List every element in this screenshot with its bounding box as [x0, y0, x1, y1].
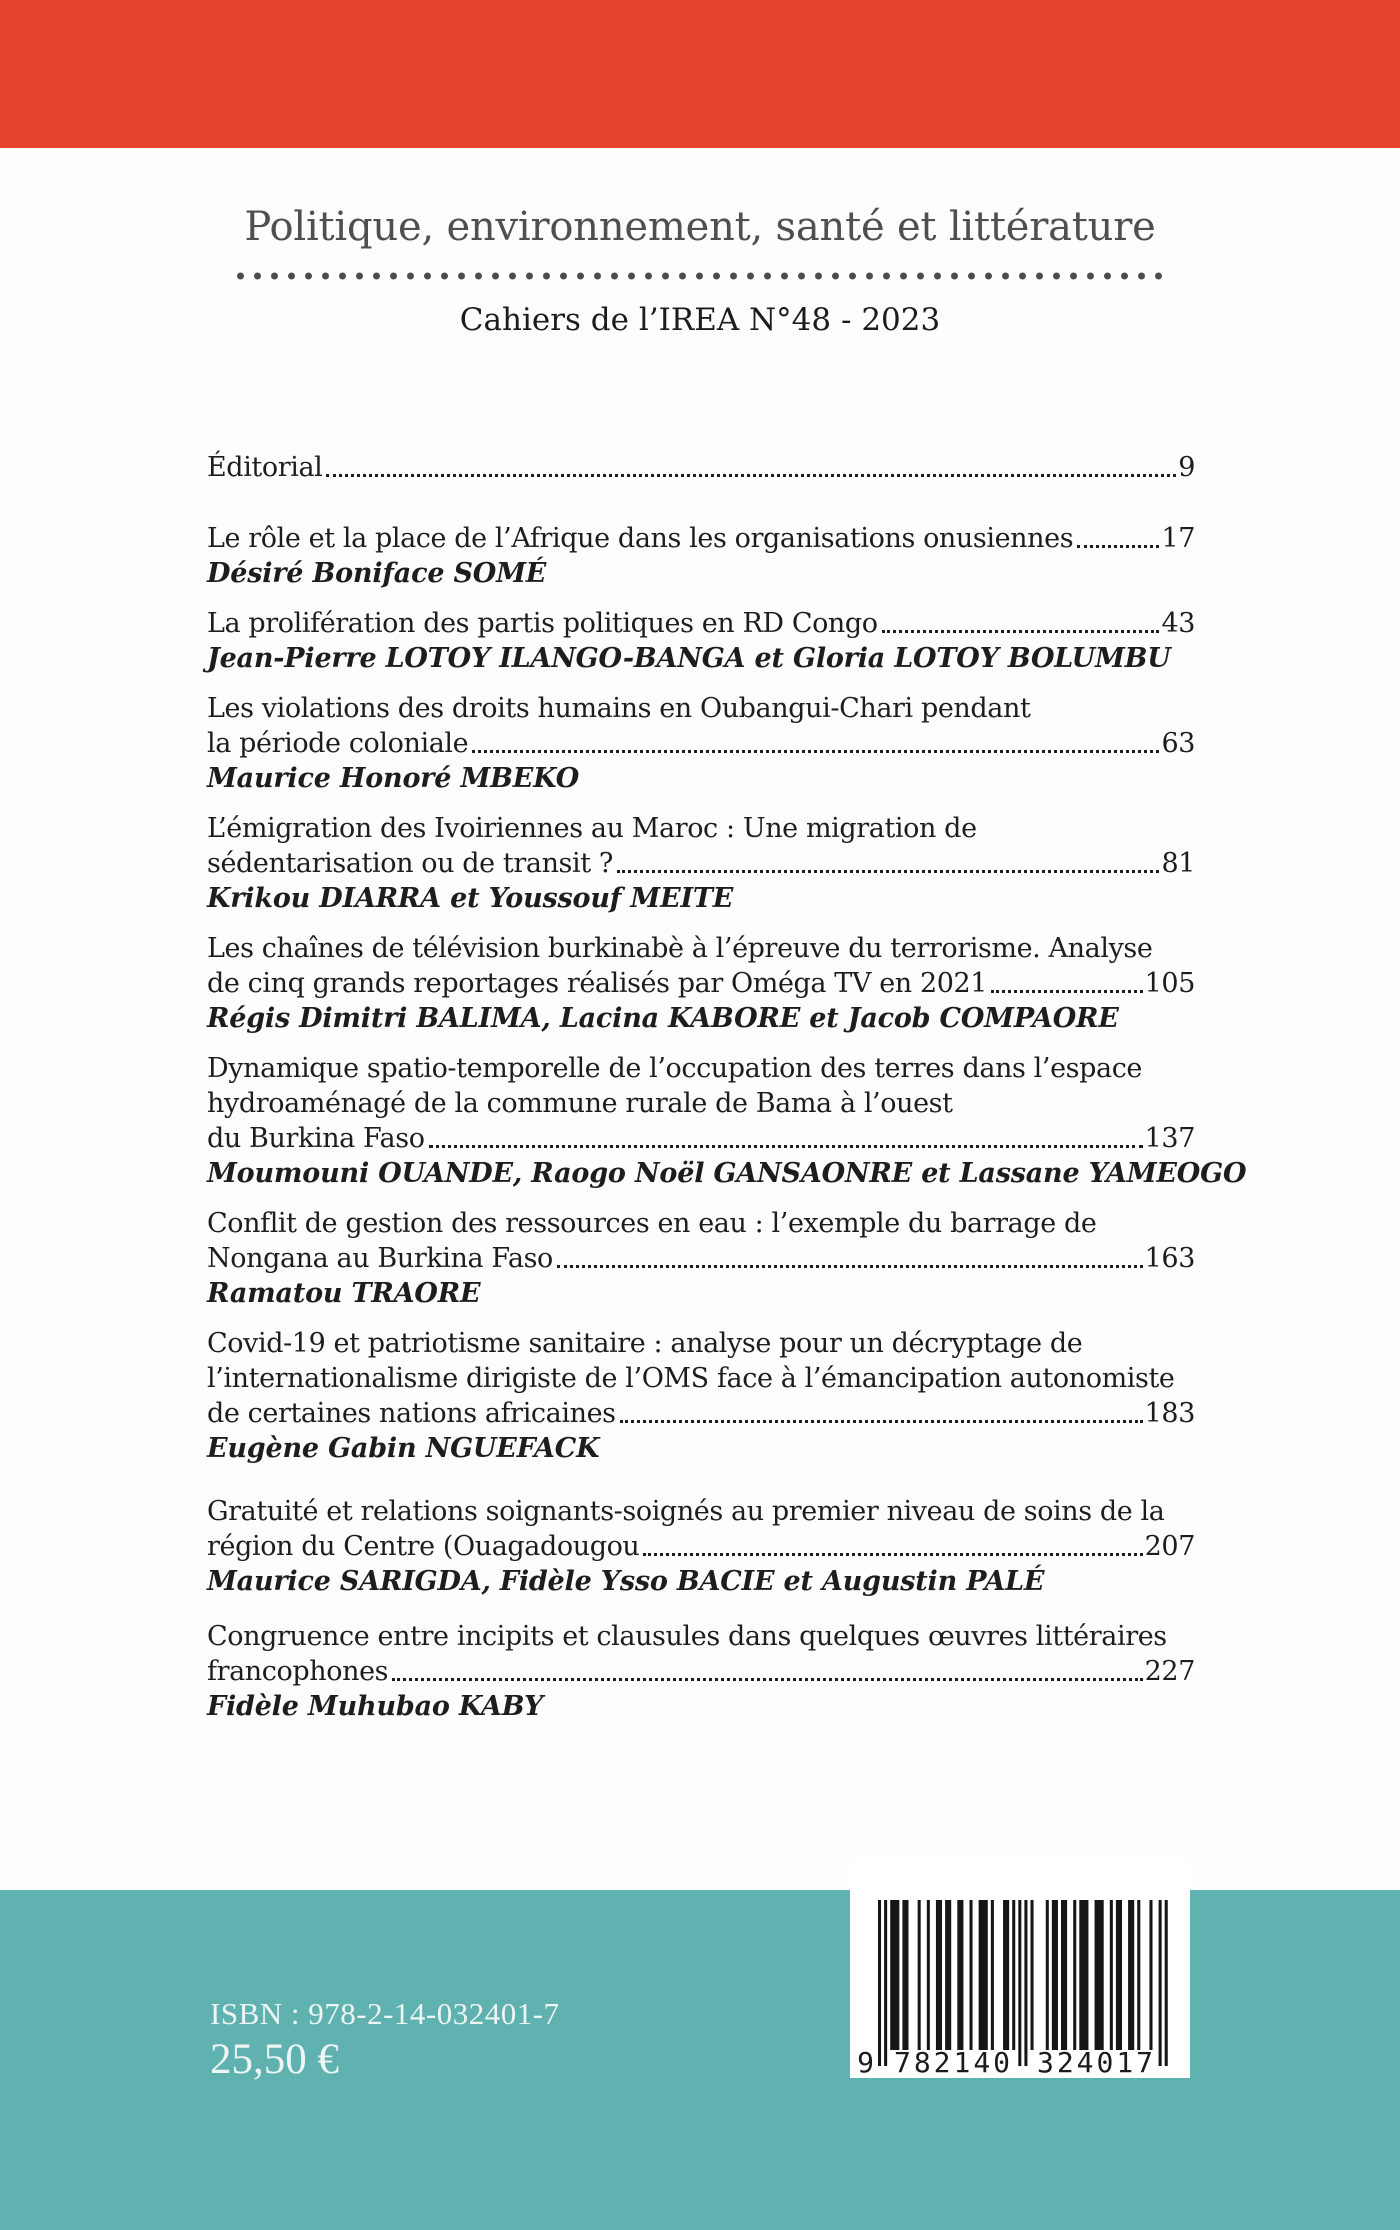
toc-title-text: francophones: [207, 1656, 389, 1687]
toc-title-line: [207, 606, 1195, 641]
toc-title-text: Le rôle et la place de l’Afrique dans les organisations onusiennes: [207, 523, 1074, 554]
toc-leader-dots: [1077, 545, 1159, 548]
toc-title-text: Éditorial: [207, 452, 323, 483]
collection-title: Politique, environnement, santé et littérature: [244, 204, 1156, 250]
toc-page-number: 105: [1144, 968, 1195, 999]
toc-authors: Ramatou TRAORE: [207, 1278, 481, 1309]
toc-title-line: [207, 1654, 1195, 1689]
barcode-bars: [878, 1900, 1168, 2066]
toc-page-number: 137: [1144, 1123, 1195, 1154]
toc-leader-dots: [617, 870, 1159, 873]
toc-authors: Régis Dimitri BALIMA, Lacina KABORE et Jacob COMPAORE: [207, 1003, 1119, 1034]
toc-authors: Maurice SARIGDA, Fidèle Ysso BACIE et Augustin PALÉ: [207, 1566, 1045, 1597]
toc-title-text: de certaines nations africaines: [207, 1398, 616, 1429]
toc-title-text: sédentarisation ou de transit ?: [207, 848, 613, 879]
toc-entry: [207, 1494, 1195, 1599]
toc-page-number: 207: [1144, 1531, 1195, 1562]
toc-entry: [207, 1051, 1247, 1191]
toc-leader-dots: [882, 630, 1160, 633]
toc-title-text: l’internationalisme dirigiste de l’OMS face à l’émancipation autonomiste: [207, 1363, 1175, 1394]
toc-leader-dots: [472, 750, 1159, 753]
toc-title-line: [207, 1529, 1195, 1564]
dotted-separator: [232, 270, 1168, 282]
isbn-text: ISBN : 978-2-14-032401-7: [210, 1996, 560, 2031]
toc-title-line: [207, 846, 1195, 881]
toc-title-text: hydroaménagé de la commune rurale de Bama à l’ouest: [207, 1088, 953, 1119]
toc-authors: Fidèle Muhubao KABY: [207, 1691, 544, 1722]
toc-leader-dots: [392, 1678, 1143, 1681]
toc-title-text: Gratuité et relations soignants-soignés au premier niveau de soins de la: [207, 1496, 1165, 1527]
toc-title-text: région du Centre (Ouagadougou: [207, 1531, 640, 1562]
price-text: 25,50 €: [210, 2036, 339, 2083]
toc-entry: [207, 1206, 1195, 1311]
toc-title-text: Congruence entre incipits et clausules dans quelques œuvres littéraires: [207, 1621, 1167, 1652]
table-of-contents: [207, 450, 1247, 1739]
toc-title-text: la période coloniale: [207, 728, 469, 759]
toc-title-text: Conflit de gestion des ressources en eau : l’exemple du barrage de: [207, 1208, 1097, 1239]
toc-authors: Moumouni OUANDE, Raogo Noël GANSAONRE et Lassane YAMEOGO: [207, 1158, 1247, 1189]
toc-page-number: 43: [1161, 608, 1195, 639]
toc-title-text: La prolifération des partis politiques en RD Congo: [207, 608, 878, 639]
barcode-digit-first: 9: [857, 2046, 874, 2078]
toc-title-line: [207, 521, 1195, 556]
toc-page-number: 9: [1178, 452, 1195, 483]
toc-page-number: 227: [1144, 1656, 1195, 1687]
barcode-graphic: [850, 1858, 1190, 2078]
toc-entry: [207, 1326, 1195, 1466]
toc-page-number: 163: [1144, 1243, 1195, 1274]
toc-entry: [207, 450, 1195, 485]
toc-title-text: Covid-19 et patriotisme sanitaire : analyse pour un décryptage de: [207, 1328, 1083, 1359]
toc-authors: Jean-Pierre LOTOY ILANGO-BANGA et Gloria LOTOY BOLUMBU: [207, 643, 1171, 674]
toc-title-line: [207, 450, 1195, 485]
toc-title-text: Les violations des droits humains en Oubangui-Chari pendant: [207, 693, 1031, 724]
top-color-band: [0, 0, 1400, 148]
toc-authors: Krikou DIARRA et Youssouf MEITE: [207, 883, 734, 914]
toc-entry: [207, 931, 1195, 1036]
toc-title-line: [207, 726, 1195, 761]
toc-authors: Maurice Honoré MBEKO: [207, 763, 580, 794]
toc-page-number: 17: [1161, 523, 1195, 554]
barcode: [850, 1858, 1190, 2078]
toc-entry: [207, 606, 1195, 676]
toc-page-number: 63: [1161, 728, 1195, 759]
toc-entry: [207, 691, 1195, 796]
toc-title-text: de cinq grands reportages réalisés par Oméga TV en 2021: [207, 968, 988, 999]
toc-title-line: [207, 1396, 1195, 1431]
toc-leader-dots: [326, 474, 1176, 477]
toc-title-text: Nongana au Burkina Faso: [207, 1243, 553, 1274]
toc-leader-dots: [643, 1553, 1142, 1556]
toc-page-number: 183: [1144, 1398, 1195, 1429]
barcode-digits-left: 782140: [894, 2046, 1010, 2078]
toc-leader-dots: [620, 1420, 1143, 1423]
issue-subtitle: Cahiers de l’IREA N°48 - 2023: [459, 302, 941, 338]
toc-title-text: Les chaînes de télévision burkinabè à l’épreuve du terrorisme. Analyse: [207, 933, 1153, 964]
toc-entry: [207, 521, 1195, 591]
toc-title-text: du Burkina Faso: [207, 1123, 425, 1154]
toc-authors: Eugène Gabin NGUEFACK: [207, 1433, 600, 1464]
toc-leader-dots: [557, 1265, 1143, 1268]
toc-leader-dots: [429, 1145, 1143, 1148]
barcode-digits-right: 324017: [1037, 2046, 1153, 2078]
toc-title-line: [207, 1121, 1195, 1156]
toc-authors: Désiré Boniface SOMÉ: [207, 558, 547, 589]
toc-page-number: 81: [1161, 848, 1195, 879]
toc-title-line: [207, 1241, 1195, 1276]
toc-title-text: L’émigration des Ivoiriennes au Maroc : Une migration de: [207, 813, 977, 844]
toc-entry: [207, 811, 1195, 916]
toc-entry: [207, 1619, 1195, 1724]
toc-title-text: Dynamique spatio-temporelle de l’occupation des terres dans l’espace: [207, 1053, 1142, 1084]
toc-title-line: [207, 966, 1195, 1001]
toc-leader-dots: [991, 990, 1143, 993]
